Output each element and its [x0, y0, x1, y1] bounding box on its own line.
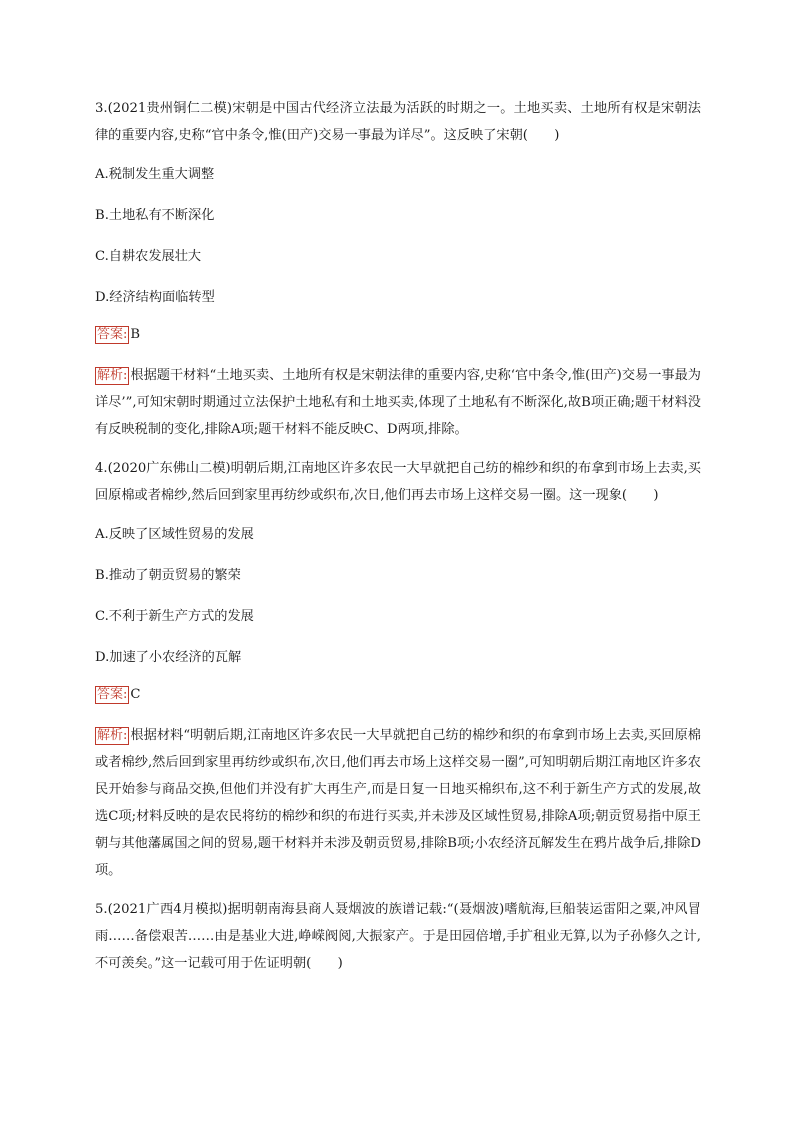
question-4-answer	[95, 685, 701, 705]
question-4-stem: 4.(2020广东佛山二模)明朝后期,江南地区许多农民一大早就把自己纺的棉纱和织的布拿到市场上去卖,买回原棉或者棉纱,然后回到家里再纺纱或织布,次日,他们再去市场上这样交易一圈。这一现象( )	[95, 461, 701, 503]
question-5-stem: 5.(2021广西4月模拟)据明朝南海县商人聂烟波的族谱记载:“(聂烟波)嗜航海,巨船装运雷阳之粟,冲风冒雨……备偿艰苦……由是基业大进,峥嵘阀阅,大振家产。于是田园倍增,手扩租业无算,以为子孙修久之计,不可羡矣。”这一记载可用于佐证明朝( )	[95, 902, 701, 971]
question-4-option-c: C.不利于新生产方式的发展	[95, 609, 254, 624]
question-3-explanation	[95, 362, 701, 443]
answer-tag: 答案:	[97, 327, 128, 342]
question-3-stem: 3.(2021贵州铜仁二模)宋朝是中国古代经济立法最为活跃的时期之一。土地买卖、土地所有权是宋朝法律的重要内容,史称“官中条令,惟(田产)交易一事最为详尽”。这反映了宋朝( )	[95, 101, 701, 143]
question-3-option-b: B.土地私有不断深化	[95, 208, 215, 223]
question-4-option-a: A.反映了区域性贸易的发展	[95, 527, 254, 542]
question-3-explanation-text: 根据题干材料“土地买卖、土地所有权是宋朝法律的重要内容,史称‘官中条令,惟(田产)交易一事最为详尽’”,可知宋朝时期通过立法保护土地私有和土地买卖,体现了土地私有不断深化,故B项正确;题干材料没有反映税制的变化,排除A项;题干材料不能反映C、D两项,排除。	[95, 368, 701, 437]
question-3-answer-value: B	[130, 327, 141, 342]
question-4-option-d: D.加速了小农经济的瓦解	[95, 650, 242, 665]
question-3-option-d: D.经济结构面临转型	[95, 290, 215, 305]
document-page	[95, 95, 701, 977]
question-4-explanation	[95, 722, 701, 884]
explanation-tag: 解析:	[97, 368, 128, 383]
question-4-option-b: B.推动了朝贡贸易的繁荣	[95, 568, 241, 583]
question-4-explanation-text: 根据材料“明朝后期,江南地区许多农民一大早就把自己纺的棉纱和织的布拿到市场上去卖,买回原棉或者棉纱,然后回到家里再纺纱或织布,次日,他们再去市场上这样交易一圈”,可知明朝后期江南地区许多农民开始参与商品交换,但他们并没有扩大再生产,而是日复一日地买棉织布,这不利于新生产方式的发展,故选C项;材料反映的是农民将纺的棉纱和织的布进行买卖,并未涉及区域性贸易,排除A项;朝贡贸易指中原王朝与其他藩属国之间的贸易,题干材料并未涉及朝贡贸易,排除B项;小农经济瓦解发生在鸦片战争后,排除D项。	[95, 728, 701, 878]
question-4-answer-value: C	[130, 687, 141, 702]
explanation-tag: 解析:	[97, 728, 128, 743]
question-3-option-a: A.税制发生重大调整	[95, 167, 215, 182]
question-3-option-c: C.自耕农发展壮大	[95, 249, 202, 264]
answer-tag: 答案:	[97, 687, 128, 702]
question-3-answer	[95, 325, 701, 345]
